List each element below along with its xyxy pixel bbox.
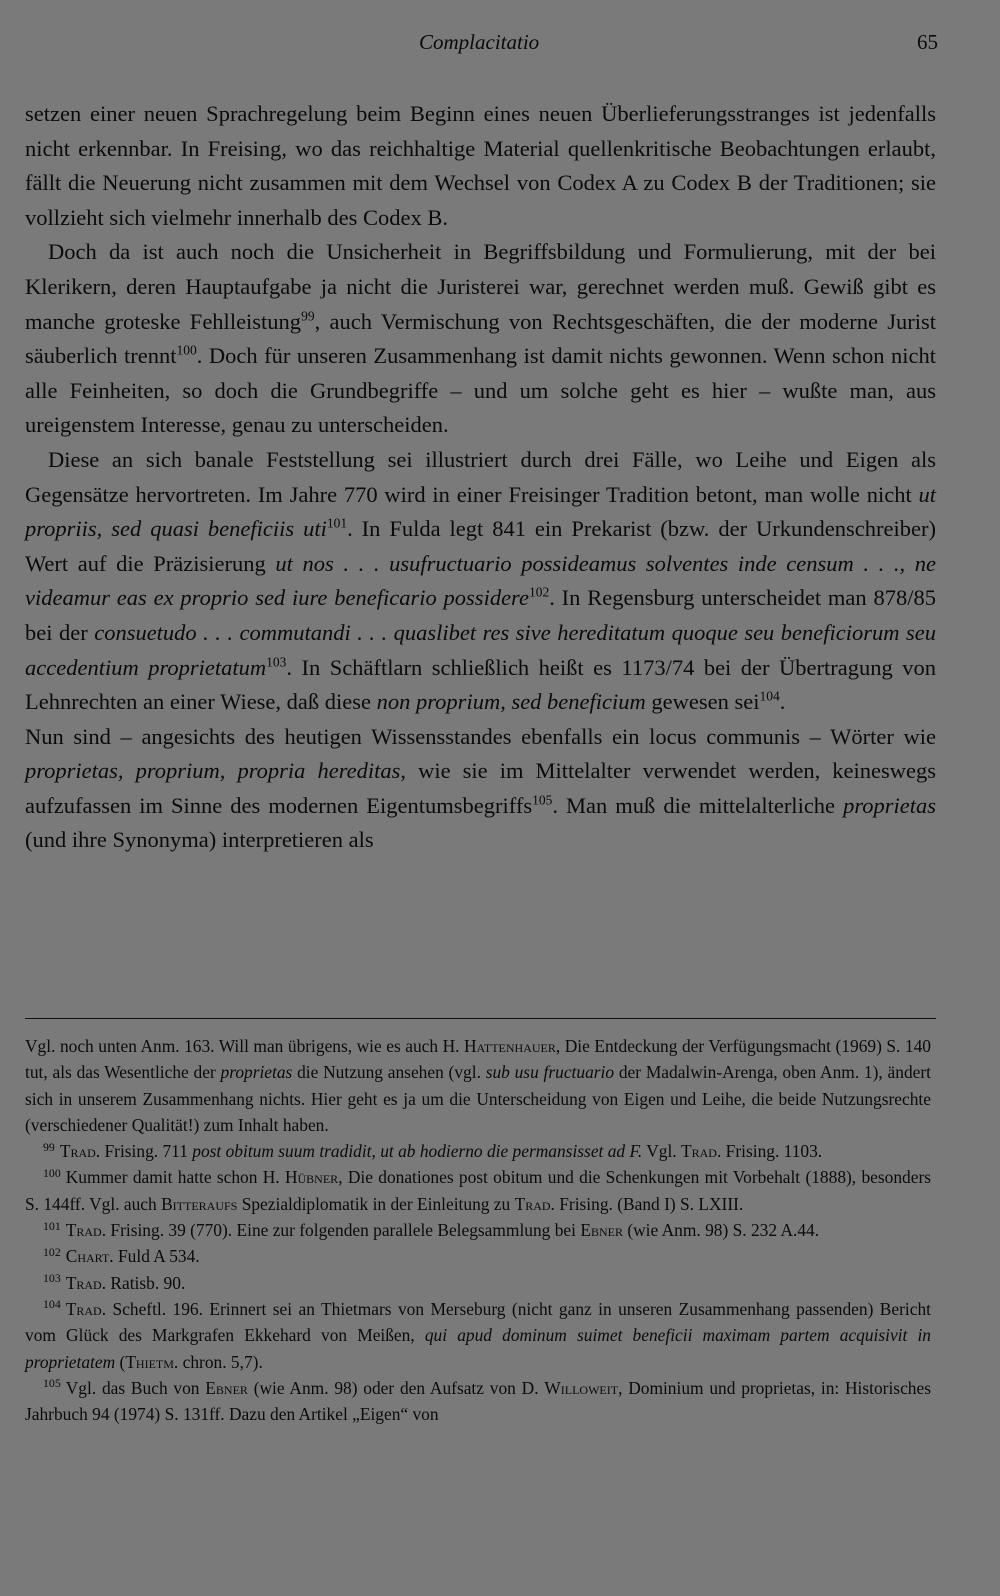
latin-quote: consuetudo . . . commutandi . . . quaslibet res sive hereditatum quoque seu beneficiorum seu accedentium proprietatum	[25, 619, 936, 680]
text-run: . In Regensburg unterscheidet man 878/85 bei der	[25, 585, 936, 645]
text-run: . In Schäftlarn schließlich heißt es 1173/74 bei der Übertragung von Lehnrechten an einer Wiese, daß diese	[25, 654, 936, 715]
latin-term: proprietas	[220, 1062, 293, 1083]
text-run: die Nutzung ansehen (vgl.	[292, 1062, 486, 1083]
text-run: , Die Entdeckung der Verfügungsmacht (1969) S. 140 tut, als das Wesentliche der	[25, 1036, 932, 1083]
footnote-101	[25, 1217, 931, 1243]
latin-quote: ut propriis, sed quasi beneficiis uti	[25, 481, 936, 542]
author-name: Hattenhauer	[464, 1036, 556, 1056]
author-name: Ebner	[205, 1377, 248, 1398]
footnote-ref-104[interactable]: 104	[759, 688, 780, 704]
footnote-number: 99	[43, 1139, 55, 1154]
source-abbrev: Trad.	[514, 1193, 555, 1214]
text-run: (wie Anm. 98) S. 232 A.44.	[622, 1220, 820, 1241]
text-run: . Doch für unseren Zusammenhang ist damit nichts gewonnen. Wenn schon nicht alle Feinheiten, so doch die Grundbegriffe – und um solche geht es hier – wußte man, aus ureigenstem Interesse, genau zu unterscheiden.	[25, 343, 936, 438]
footnote-divider	[25, 1018, 936, 1019]
latin-quote: non proprium, sed beneficium	[376, 689, 646, 715]
footnote-ref-102[interactable]: 102	[528, 584, 550, 600]
footnote-continued	[25, 1033, 931, 1138]
text-run: Vgl. noch unten Anm. 163. Will man übrigens, wie es auch H.	[25, 1036, 464, 1056]
author-name: Hübner	[284, 1167, 339, 1188]
running-head	[0, 30, 1000, 60]
footnote-ref-101[interactable]: 101	[326, 515, 348, 531]
text-run: Vgl. das Buch von	[65, 1377, 206, 1398]
text-run: Spezialdiplomatik in der Einleitung zu	[237, 1193, 515, 1214]
footnote-number: 105	[43, 1376, 61, 1391]
page-number: 65	[917, 30, 938, 54]
latin-term: sub usu fructuario	[485, 1062, 615, 1083]
paragraph-2	[25, 235, 936, 443]
footnote-103	[25, 1270, 931, 1296]
text-run: wie sie im Mittelalter verwendet werden, keineswegs aufzufassen im Sinne des modernen Eigentumsbegriffs	[25, 758, 936, 818]
paragraph-1: setzen einer neuen Sprachregelung beim Beginn eines neuen Überlieferungsstranges ist jedenfalls nicht erkennbar. In Freising, wo das reichhaltige Material quellenkritische Beobachtungen erlaubt, fällt die Neuerung nicht zusammen mit dem Wechsel von Codex A zu Codex B der Traditionen; sie vollzieht sich vielmehr innerhalb des Codex B.	[25, 101, 936, 230]
text-run: Vgl.	[642, 1141, 682, 1162]
text-run: Frising. 711	[100, 1141, 193, 1162]
footnote-105	[25, 1375, 931, 1428]
latin-quote: qui apud dominum suimet beneficii maximam partem acquisivit in proprietatem	[25, 1325, 931, 1372]
text-run: Doch da ist auch noch die Unsicherheit in Begriffsbildung und Formulierung, mit der bei Klerikern, deren Hauptaufgabe ja nicht die Juristerei war, gerechnet werden muß. Gewiß gibt es manche groteske Fehlleistung	[25, 239, 936, 334]
text-run: (wie Anm. 98) oder den Aufsatz von D.	[247, 1377, 545, 1398]
footnote-number: 100	[43, 1165, 61, 1180]
footnote-ref-105[interactable]: 105	[532, 792, 553, 808]
text-run: (und ihre Synonyma) interpretieren als	[25, 827, 374, 853]
footnote-104	[25, 1296, 931, 1375]
footnote-number: 102	[43, 1244, 61, 1259]
source-abbrev: Chart.	[65, 1246, 114, 1267]
text-run: chron. 5,7).	[178, 1351, 263, 1372]
source-abbrev: Trad.	[59, 1141, 101, 1162]
author-name: Bitteraufs	[161, 1193, 238, 1214]
text-run: Ratisb. 90.	[106, 1272, 186, 1293]
text-run: Nun sind – angesichts des heutigen Wissensstandes ebenfalls ein locus communis – Wörter wie	[25, 723, 936, 749]
text-run: , Die donationes post obitum und die Schenkungen mit Vorbehalt (1888), besonders S. 144ff. Vgl. auch	[25, 1167, 931, 1214]
text-run: , auch Vermischung von Rechtsgeschäften, die der moderne Jurist säuberlich trennt	[25, 308, 936, 369]
main-text	[25, 97, 936, 858]
text-run: . Man muß die mittelalterliche	[552, 792, 844, 818]
author-name: Ebner	[580, 1220, 623, 1241]
text-run: Fuld A 534.	[113, 1246, 200, 1267]
footnote-102	[25, 1243, 931, 1269]
footnote-ref-99[interactable]: 99	[301, 308, 315, 324]
latin-quote: ut nos . . . usufructuario possideamus solventes inde censum . . ., ne videamur eas ex proprio sed iure beneficario possidere	[25, 550, 936, 611]
text-run: Frising. 39 (770). Eine zur folgenden parallele Belegsammlung bei	[106, 1220, 581, 1241]
footnote-100	[25, 1164, 931, 1217]
footnote-99	[25, 1138, 931, 1164]
footnote-number: 101	[43, 1218, 61, 1233]
author-name: Willoweit	[544, 1377, 619, 1398]
source-abbrev: Thietm.	[125, 1351, 179, 1372]
footnote-number: 104	[43, 1297, 61, 1312]
text-run: Kummer damit hatte schon H.	[65, 1167, 285, 1188]
text-run: , Dominium und proprietas, in: Historisches Jahrbuch 94 (1974) S. 131ff. Dazu den Artikel „Eigen“ von	[25, 1377, 931, 1425]
text-run: Frising. (Band I) S. LXIII.	[554, 1193, 744, 1214]
source-abbrev: Trad.	[65, 1272, 107, 1293]
source-abbrev: Trad.	[65, 1298, 107, 1319]
text-run: . In Fulda legt 841 ein Prekarist (bzw. der Urkundenschreiber) Wert auf die Präzisierung	[25, 516, 936, 576]
latin-term: proprietas	[843, 792, 937, 818]
text-run: Scheftl. 196. Erinnert sei an Thietmars von Merseburg (nicht ganz in unseren Zusammenhang passenden) Bericht vom Glück des Markgrafen Ekkehard von Meißen,	[25, 1298, 931, 1346]
paragraph-3	[25, 443, 936, 858]
text-run: gewesen sei	[645, 689, 760, 715]
footnote-ref-103[interactable]: 103	[266, 654, 287, 670]
text-run: der Madalwin-Arenga, oben Anm. 1), ändert sich in unserem Zusammenhang nichts. Hier geht es ja um die Unterscheidung von Eigen und Leihe, die beide Nutzungsrechte (verschiedener Qualität!) zum Inhalt haben.	[25, 1062, 931, 1135]
source-abbrev: Trad.	[681, 1141, 722, 1162]
footnotes	[25, 1033, 931, 1427]
text-run: Diese an sich banale Feststellung sei illustriert durch drei Fälle, wo Leihe und Eigen als Gegensätze hervortreten. Im Jahre 770 wird in einer Freisinger Tradition betont, man wolle nicht	[25, 446, 936, 507]
latin-quote: post obitum suum tradidit, ut ab hodierno die permansisset ad F.	[192, 1141, 643, 1162]
running-title: Complacitatio	[419, 30, 540, 54]
text-run: (	[115, 1351, 126, 1372]
footnote-ref-100[interactable]: 100	[176, 342, 197, 358]
source-abbrev: Trad.	[65, 1220, 107, 1241]
text-run: .	[779, 689, 786, 715]
latin-term: proprietas, proprium, propria hereditas,	[25, 758, 407, 784]
text-run: Frising. 1103.	[721, 1141, 823, 1162]
footnote-number: 103	[43, 1271, 61, 1286]
